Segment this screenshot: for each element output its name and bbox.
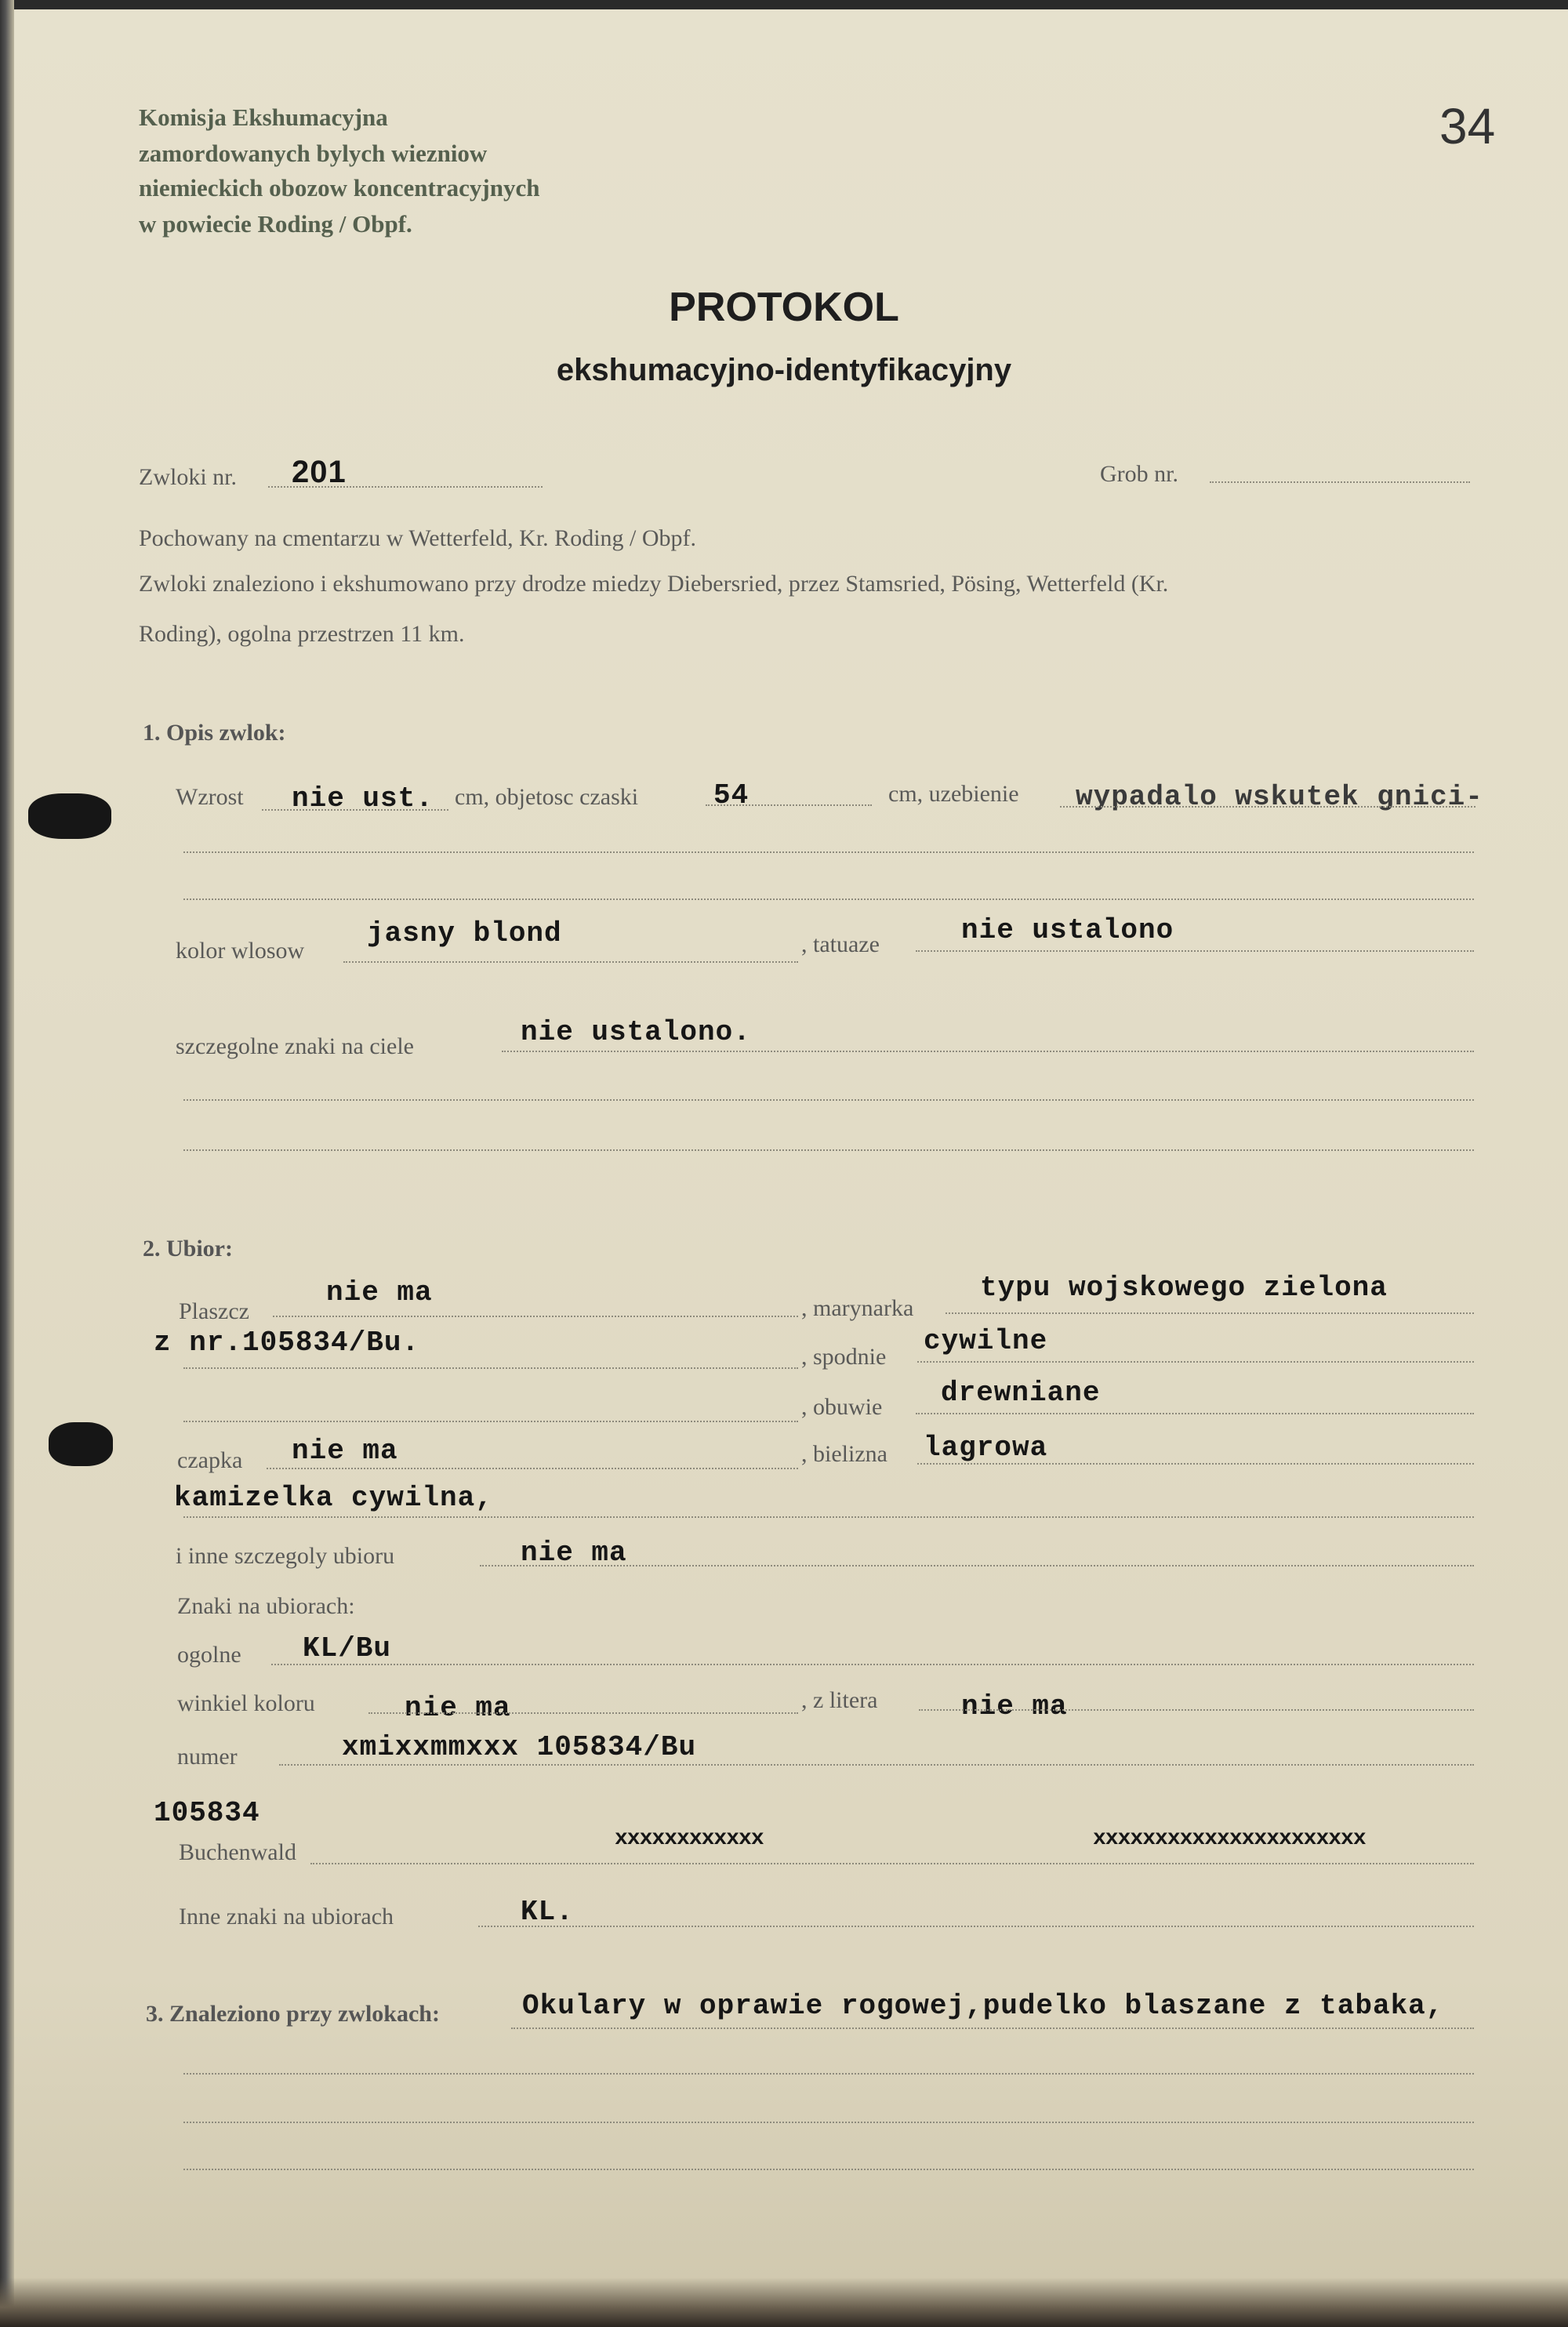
spodnie-line [917,1361,1474,1363]
zwloki-label: Zwloki nr. [139,464,237,490]
czaska-line [706,804,872,806]
buchenwald-label: Buchenwald [179,1839,296,1865]
cm-objetosc-label: cm, objetosc czaski [455,784,639,810]
bielizna-line [917,1463,1474,1465]
kolor-line [343,961,798,963]
zwloki-value: 201 [292,455,347,489]
ink-blot-top [28,793,111,839]
zwloki-line [268,486,543,488]
cm-uzebienie-label: cm, uzebienie [888,781,1019,807]
blank-line-1 [183,898,1474,900]
znaleziono-line-2: Roding), ogolna przestrzen 11 km. [139,621,465,647]
uzebienie-line-2 [183,851,1474,853]
bielizna-label: , bielizna [801,1441,887,1467]
winkiel-line [368,1712,798,1714]
pochowany-text: Pochowany na cmentarzu w Wetterfeld, Kr. Roding / Obpf. [139,525,697,551]
section3-line-2 [183,2073,1474,2075]
obuwie-line [916,1413,1474,1414]
spodnie-label: , spodnie [801,1344,887,1370]
ogolne-line [271,1664,1474,1665]
ink-blot-middle [49,1422,113,1466]
section2-heading: 2. Ubior: [143,1236,233,1262]
section3-heading: 3. Znaleziono przy zwlokach: [146,2001,440,2027]
uzebienie-line [1060,806,1475,808]
org-line-3: niemieckich obozow koncentracyjnych [139,174,540,201]
kolor-value: jasny blond [367,917,562,949]
wzrost-line [262,809,448,811]
wzrost-value: nie ust. [292,782,434,815]
winkiel-value: nie ma [405,1692,511,1724]
grob-label: Grob nr. [1100,461,1178,487]
znaleziono-line-1: Zwloki znaleziono i ekshumowano przy drodze miedzy Diebersried, przez Stamsried, Pösing, Wetterfeld (Kr. [139,571,1169,597]
crossed-out-1: xxxxxxxxxxxx [615,1827,764,1851]
inne-znaki-label: Inne znaki na ubiorach [179,1904,394,1929]
ogolne-label: ogolne [177,1642,241,1668]
marynarka-value: typu wojskowego zielona [980,1272,1388,1304]
wzrost-label: Wzrost [176,784,244,810]
kamizelka-text: kamizelka cywilna, [174,1482,493,1514]
section3-value: Okulary w oprawie rogowej,pudelko blaszane z tabaka, [522,1990,1444,2022]
spodnie-value: cywilne [924,1325,1048,1357]
inne-szczegoly-label: i inne szczegoly ubioru [176,1543,395,1569]
czapka-line [267,1468,798,1469]
section3-line-4 [183,2169,1474,2170]
obuwie-value: drewniane [941,1377,1101,1409]
plaszcz-value: nie ma [326,1276,433,1309]
scan-bottom-edge [0,2278,1568,2327]
czapka-value: nie ma [292,1435,398,1467]
section3-line [511,2028,1474,2029]
org-line-2: zamordowanych bylych wiezniow [139,140,488,167]
litera-value: nie ma [961,1690,1068,1723]
section3-line-3 [183,2122,1474,2123]
marynarka-continuation: z nr.105834/Bu. [154,1327,420,1359]
marynarka-label: , marynarka [801,1295,914,1321]
czapka-label: czapka [177,1447,243,1473]
page-number: 34 [1439,98,1496,154]
ogolne-value: KL/Bu [303,1632,392,1664]
numer-label: numer [177,1744,238,1770]
marynarka-line [946,1312,1474,1314]
znaki-ubiorach-label: Znaki na ubiorach: [177,1593,355,1619]
plaszcz-label: Plaszcz [179,1298,249,1324]
org-line-1: Komisja Ekshumacyjna [139,103,388,131]
scan-left-edge [0,0,14,2327]
inne-szczegoly-value: nie ma [521,1537,627,1569]
marynarka-cont-line [183,1367,798,1369]
blank-line-2 [183,1099,1474,1101]
document-title: PROTOKOL [669,285,899,330]
buchenwald-line [310,1863,1474,1864]
crossed-out-2: xxxxxxxxxxxxxxxxxxxxxx [1093,1827,1366,1851]
uzebienie-value: wypadalo wskutek gnici- [1076,781,1483,813]
litera-line [919,1709,1474,1711]
section1-heading: 1. Opis zwlok: [143,720,286,746]
tatuaze-value: nie ustalono [961,914,1174,946]
inne-szczegoly-line [480,1565,1474,1566]
tatuaze-label: , tatuaze [801,931,880,957]
inne-znaki-line [478,1926,1474,1927]
kamizelka-line [183,1516,1474,1518]
document-subtitle: ekshumacyjno-identyfikacyjny [556,353,1012,387]
inne-znaki-value: KL. [521,1896,574,1928]
numer-line [279,1764,1474,1766]
znaki-ciele-value: nie ustalono. [521,1016,751,1048]
winkiel-label: winkiel koloru [177,1690,315,1716]
obuwie-left-line [183,1421,798,1422]
czaska-value: 54 [713,779,750,811]
numer-extra: 105834 [154,1797,260,1829]
org-line-4: w powiecie Roding / Obpf. [139,210,412,238]
znaki-ciele-label: szczegolne znaki na ciele [176,1033,414,1059]
litera-label: , z litera [801,1687,878,1713]
kolor-label: kolor wlosow [176,938,305,964]
obuwie-label: , obuwie [801,1394,883,1420]
plaszcz-line [273,1316,798,1317]
numer-value: xmixxmmxxx 105834/Bu [342,1731,697,1763]
blank-line-3 [183,1149,1474,1151]
bielizna-value: lagrowa [924,1432,1048,1464]
scan-top-edge [0,0,1568,9]
tatuaze-line [916,950,1474,952]
grob-line [1210,481,1470,483]
znaki-ciele-line [502,1051,1474,1052]
